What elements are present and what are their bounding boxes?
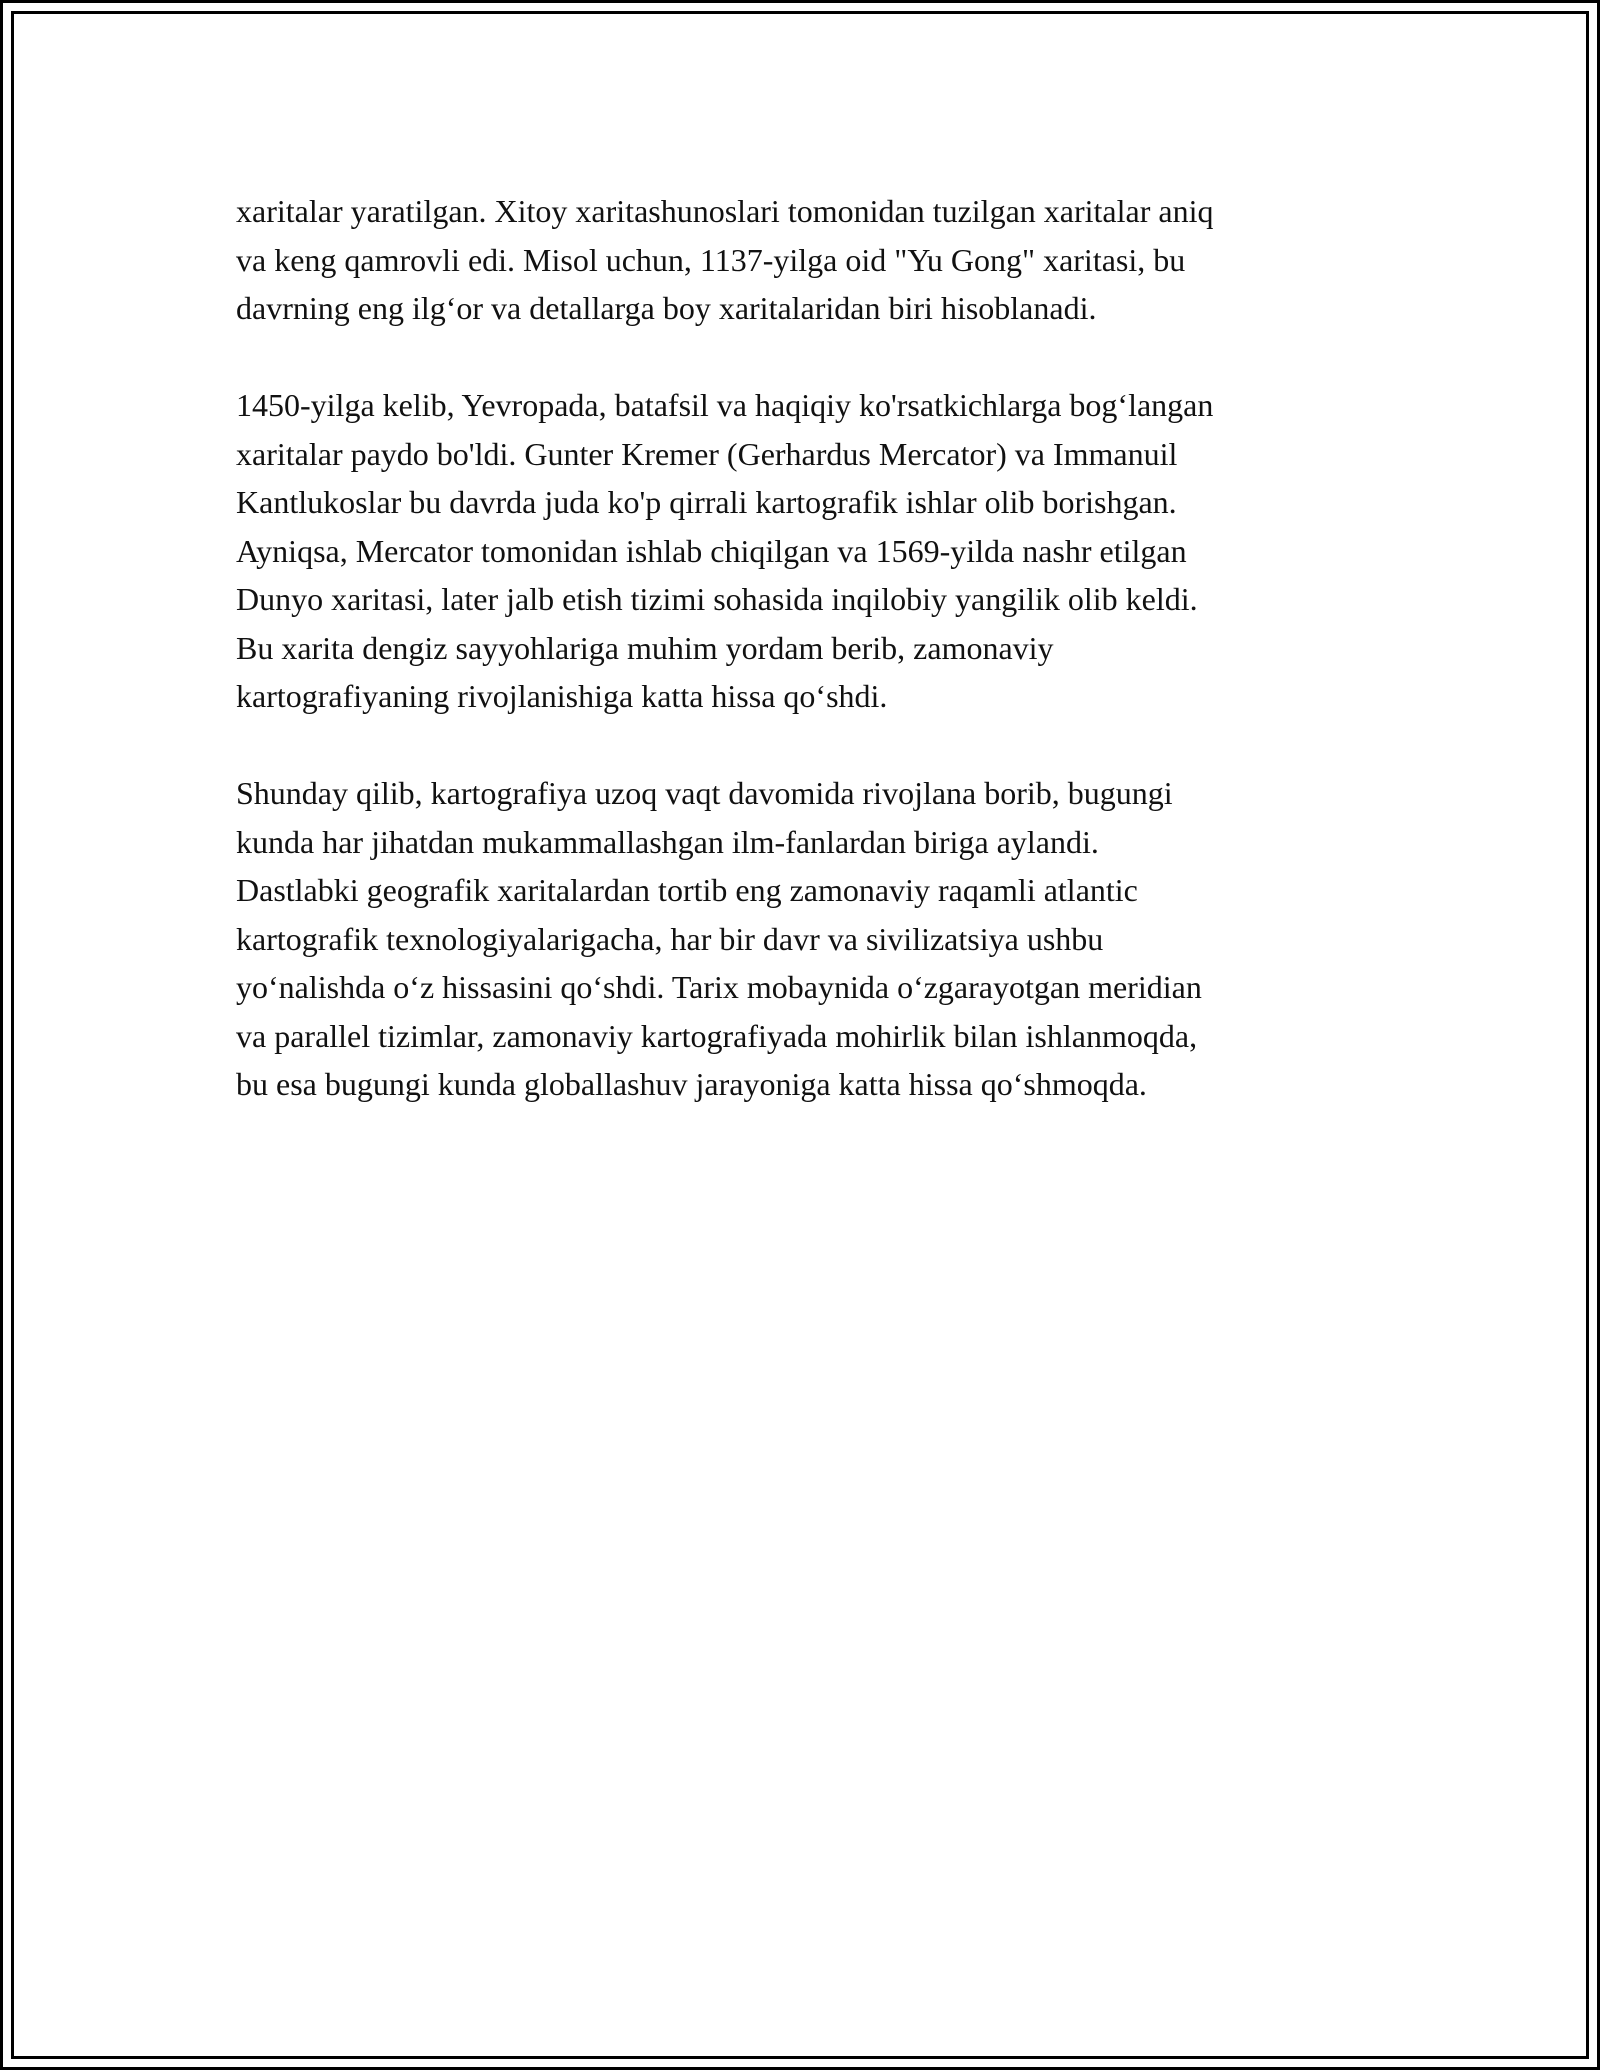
text-line: kunda har jihatdan mukammallashgan ilm-fanlardan biriga aylandi.: [236, 823, 1099, 860]
text-line: Bu xarita dengiz sayyohlariga muhim yordam berib, zamonaviy: [236, 629, 1054, 666]
text-line: yo‘nalishda o‘z hissasini qo‘shdi. Tarix mobaynida o‘zgarayotgan meridian: [236, 969, 1202, 1005]
text-line: kartografiyaning rivojlanishiga katta hissa qo‘shdi.: [236, 678, 888, 714]
text-line: va keng qamrovli edi. Misol uchun, 1137-yilga oid "Yu Gong" xaritasi, bu: [236, 241, 1186, 278]
text-line: 1450-yilga kelib, Yevropada, batafsil va haqiqiy ko'rsatkichlarga bog‘langan: [236, 387, 1214, 423]
text-line: xaritalar yaratilgan. Xitoy xaritashunoslari tomonidan tuzilgan xaritalar aniq: [236, 193, 1214, 229]
text-line: va parallel tizimlar, zamonaviy kartografiyada mohirlik bilan ishlanmoqda,: [236, 1017, 1198, 1054]
document-body: [236, 187, 1386, 1157]
paragraph-3: [236, 769, 1386, 1109]
text-line: xaritalar paydo bo'ldi. Gunter Kremer (Gerhardus Mercator) va Immanuil: [236, 435, 1178, 472]
text-line: Dastlabki geografik xaritalardan tortib eng zamonaviy raqamli atlantic: [236, 872, 1138, 908]
text-line: bu esa bugungi kunda globallashuv jarayoniga katta hissa qo‘shmoqda.: [236, 1066, 1147, 1102]
text-line: kartografik texnologiyalarigacha, har bir davr va sivilizatsiya ushbu: [236, 920, 1104, 957]
paragraph-2: [236, 381, 1386, 721]
text-line: Kantlukoslar bu davrda juda ko'p qirrali kartografik ishlar olib borishgan.: [236, 484, 1177, 520]
paragraph-1: [236, 187, 1386, 333]
text-line: Dunyo xaritasi, later jalb etish tizimi sohasida inqilobiy yangilik olib keldi.: [236, 581, 1198, 617]
text-line: Ayniqsa, Mercator tomonidan ishlab chiqilgan va 1569-yilda nashr etilgan: [236, 532, 1187, 569]
text-line: davrning eng ilg‘or va detallarga boy xaritalaridan biri hisoblanadi.: [236, 290, 1097, 326]
text-line: Shunday qilib, kartografiya uzoq vaqt davomida rivojlana borib, bugungi: [236, 775, 1173, 811]
